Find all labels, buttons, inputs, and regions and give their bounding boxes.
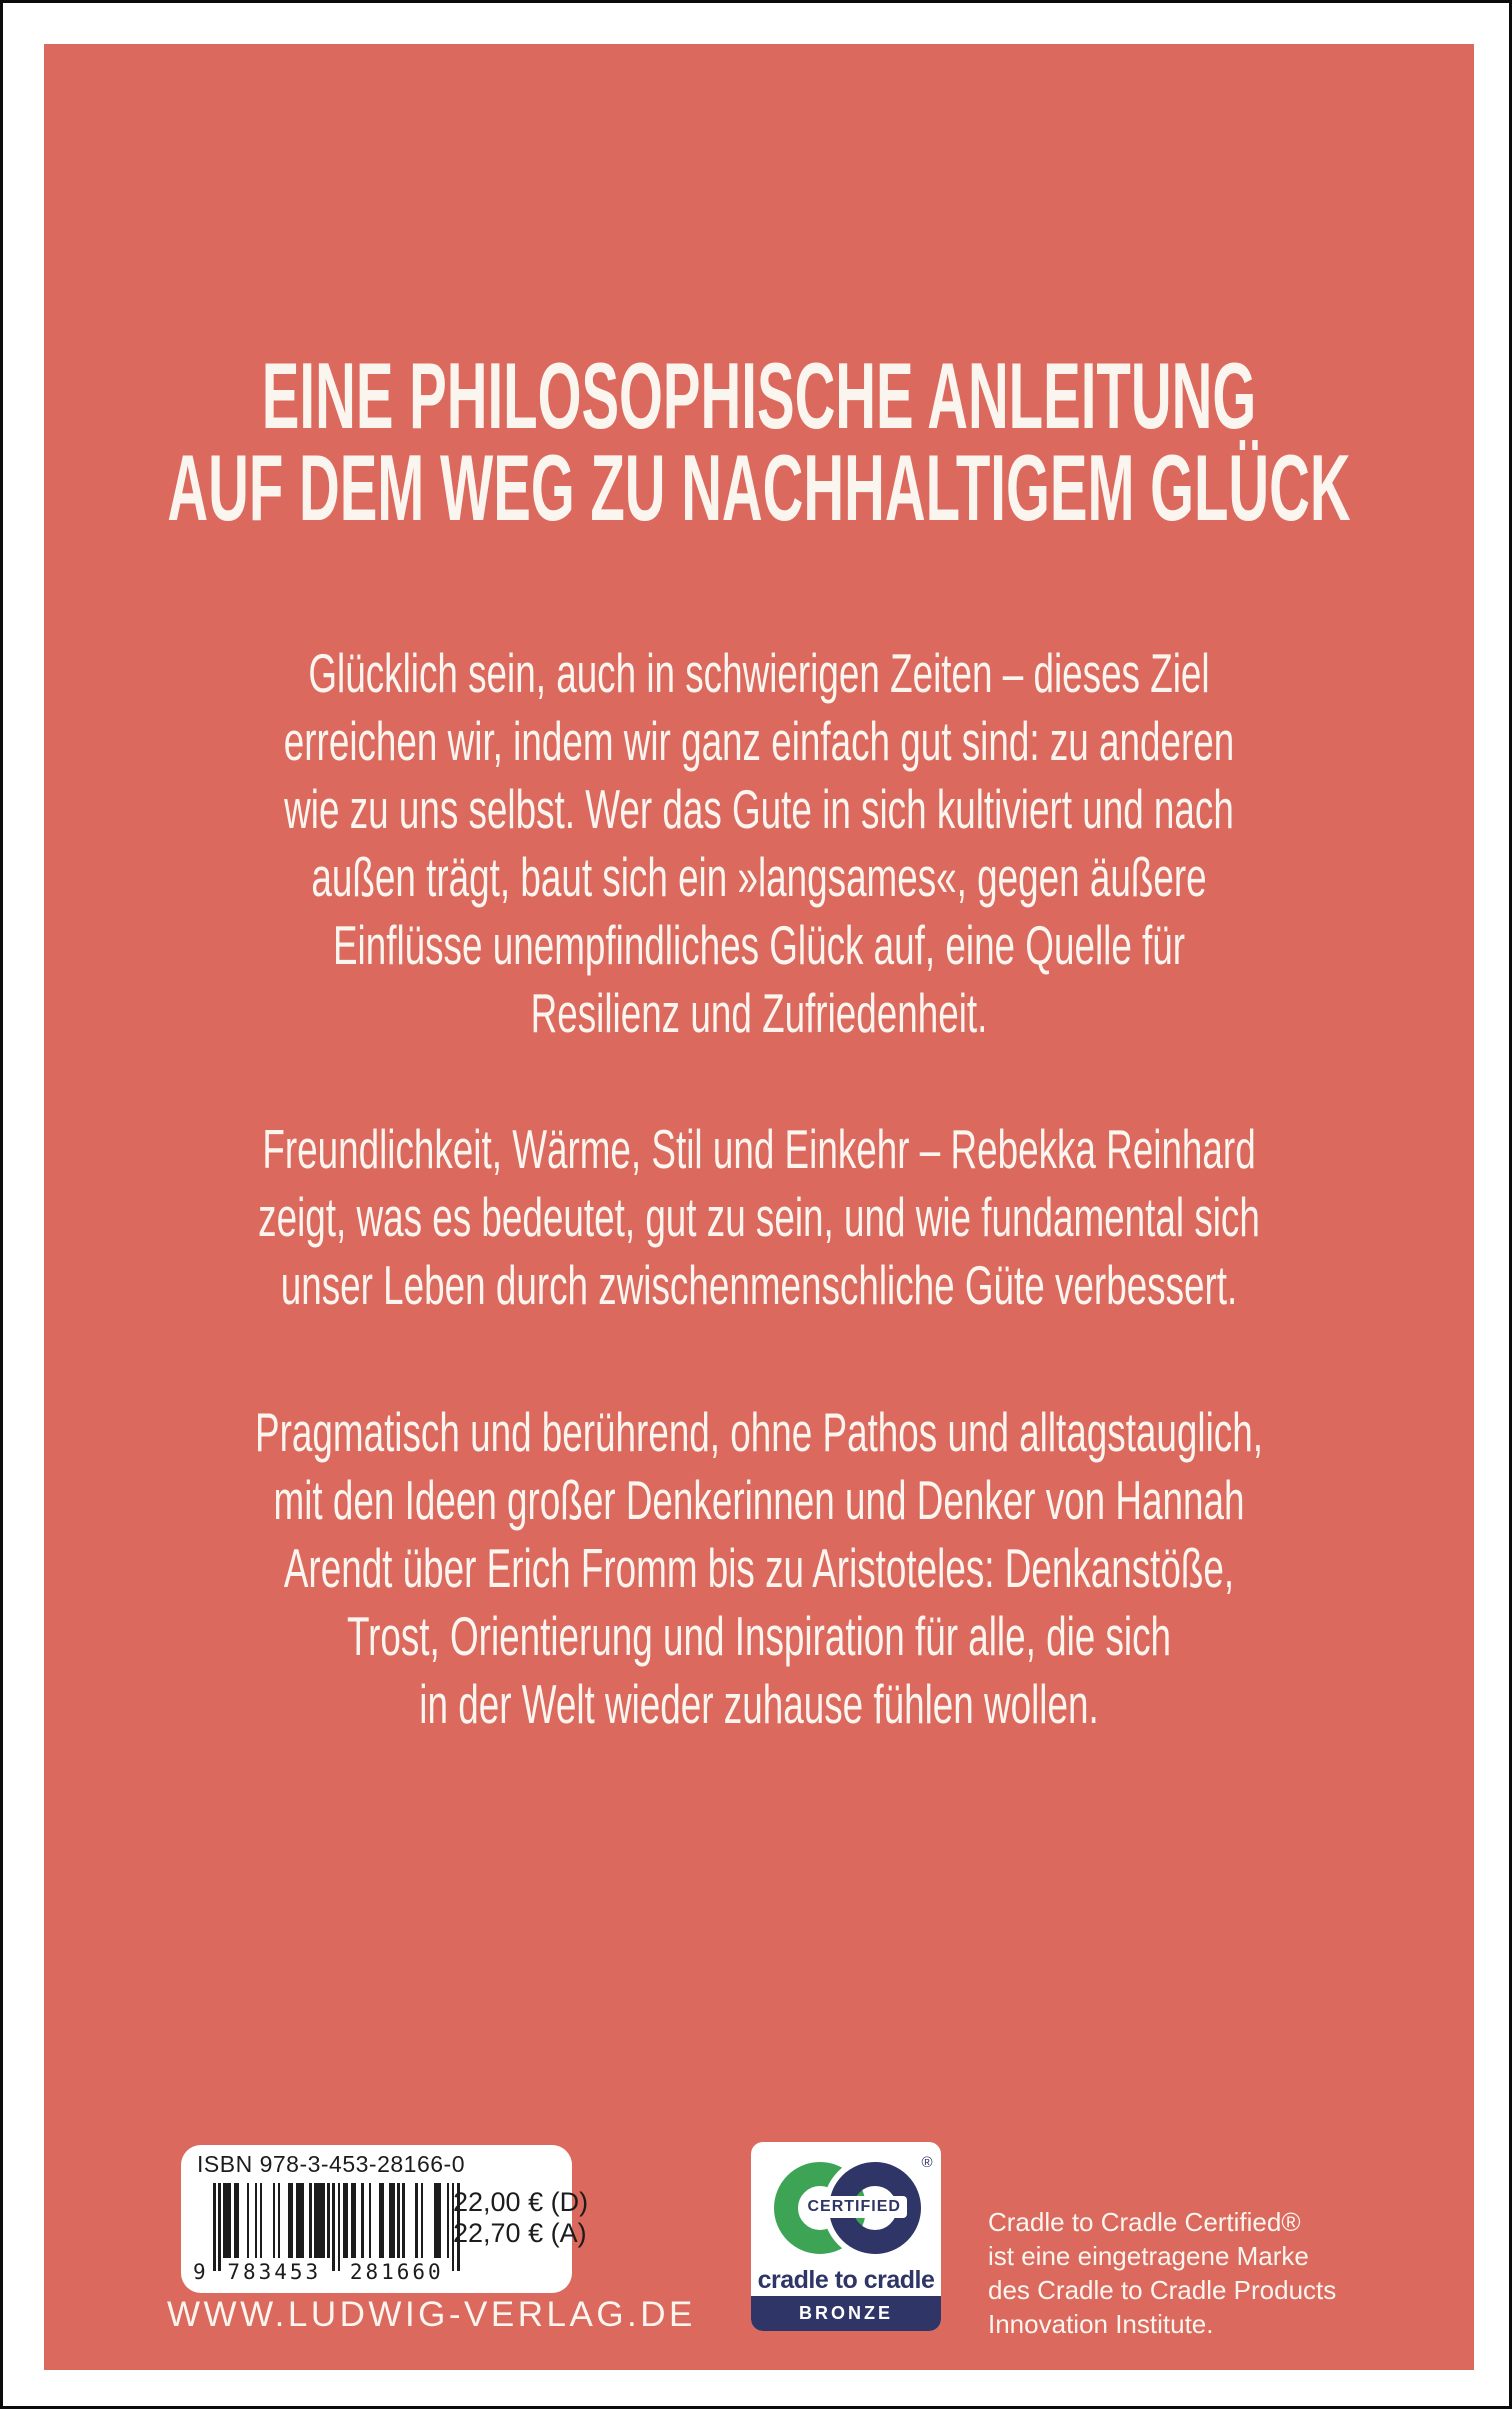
certification-tier-badge: BRONZE <box>751 2296 941 2331</box>
paragraph-line: Trost, Orientierung und Inspiration für alle, die sich <box>346 1605 1172 1667</box>
barcode-bar <box>314 2183 324 2258</box>
cradle-to-cradle-wordmark: cradle to cradle <box>757 2266 935 2294</box>
publisher-website: WWW.LUDWIG-VERLAG.DE <box>167 2295 696 2334</box>
paragraph-line: wie zu uns selbst. Wer das Gute in sich kultiviert und nach <box>284 778 1234 840</box>
paragraph-line: erreichen wir, indem wir ganz einfach gut sind: zu anderen <box>283 710 1235 772</box>
registered-trademark-icon: ® <box>921 2154 933 2171</box>
paragraph-line: Resilienz und Zufriedenheit. <box>530 982 988 1044</box>
barcode-bars <box>213 2183 460 2271</box>
barcode-gap <box>239 2183 247 2258</box>
paragraph-line: Freundlichkeit, Wärme, Stil und Einkehr – Rebekka Reinhard <box>262 1118 1256 1180</box>
barcode-gap <box>262 2183 272 2258</box>
ean13-barcode <box>193 2183 460 2284</box>
barcode-bar <box>434 2183 442 2258</box>
cradle-to-cradle-logo <box>774 2154 933 2255</box>
paragraph-line: zeigt, was es bedeutet, gut zu sein, und wie fundamental sich <box>258 1186 1260 1248</box>
trademark-note-line: des Cradle to Cradle Products <box>988 2275 1337 2305</box>
barcode-bar <box>223 2183 231 2258</box>
trademark-note <box>988 2205 1336 2341</box>
certified-label: CERTIFIED <box>802 2196 907 2218</box>
price-austria: 22,70 € (A) <box>453 2218 587 2248</box>
isbn-number: ISBN 978-3-453-28166-0 <box>197 2151 465 2177</box>
price-block <box>453 2187 588 2249</box>
barcode-digit-group: 783453 <box>227 2260 322 2284</box>
barcode-digit-lead: 9 <box>193 2260 206 2284</box>
paragraph-line: Arendt über Erich Fromm bis zu Aristoteles: Denkanstöße, <box>283 1537 1235 1599</box>
paragraph-line: außen trägt, baut sich ein »langsames«, gegen äußere <box>311 846 1207 908</box>
barcode-gap <box>371 2183 379 2258</box>
barcode-digits <box>193 2259 458 2285</box>
isbn-barcode-box <box>181 2145 589 2293</box>
paragraph-line: Glücklich sein, auch in schwierigen Zeiten – dieses Ziel <box>308 642 1210 704</box>
cradle-to-cradle-certification-card <box>751 2142 941 2331</box>
trademark-note-line: Cradle to Cradle Certified® <box>988 2207 1301 2237</box>
barcode-digit-group: 281660 <box>349 2260 444 2284</box>
heading-line: AUF DEM WEG ZU NACHHALTIGEM GLÜCK <box>167 435 1351 540</box>
barcode-gap <box>280 2183 288 2258</box>
paragraph-line: mit den Ideen großer Denkerinnen und Denker von Hannah <box>273 1469 1245 1531</box>
paragraph-line: unser Leben durch zwischenmenschliche Güte verbessert. <box>280 1254 1238 1316</box>
barcode-gap <box>423 2183 433 2258</box>
paragraph-line: in der Welt wieder zuhause fühlen wollen. <box>419 1673 1099 1735</box>
heading-line: EINE PHILOSOPHISCHE ANLEITUNG <box>261 343 1257 448</box>
barcode-bar <box>296 2183 304 2258</box>
paragraph-line: Pragmatisch und berührend, ohne Pathos und alltagstauglich, <box>255 1401 1263 1463</box>
trademark-note-line: Innovation Institute. <box>988 2309 1214 2339</box>
paragraph-line: Einflüsse unempfindliches Glück auf, eine Quelle für <box>332 914 1186 976</box>
trademark-note-line: ist eine eingetragene Marke <box>988 2241 1309 2271</box>
barcode-gap <box>405 2183 415 2258</box>
price-germany: 22,00 € (D) <box>453 2187 589 2217</box>
